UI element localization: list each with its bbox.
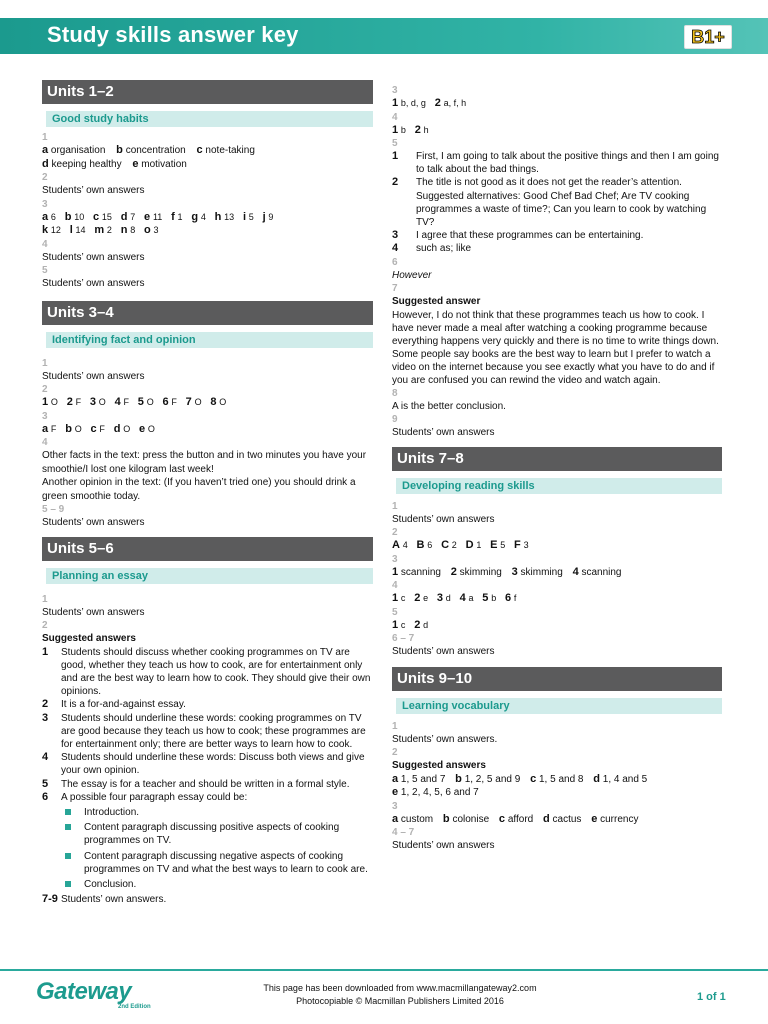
- exercise-number: 4 – 7: [392, 827, 415, 839]
- exercise-number: 6 – 7: [392, 633, 415, 645]
- numbered-item: 3 I agree that these programmes can be entertaining.: [392, 229, 644, 242]
- answer-line: Students’ own answers: [42, 606, 145, 618]
- exercise-number: 1: [42, 357, 48, 369]
- answer-line: d keeping healthy e motivation: [42, 157, 187, 170]
- bullet-item: Content paragraph discussing positive aspects of cooking programmes on TV.: [42, 821, 373, 847]
- answer-line: Students’ own answers: [42, 251, 145, 263]
- answer-pairs: A 4 B 6 C 2 D 1 E 5 F 3: [392, 539, 529, 552]
- exercise-number: 4: [392, 580, 398, 592]
- answer-line: Students’ own answers: [392, 646, 495, 658]
- skill-heading: Good study habits: [46, 111, 373, 127]
- unit-heading: Units 1–2: [42, 80, 373, 104]
- answer-pairs: a custom b colonise c afford d cactus e currency: [392, 812, 639, 825]
- level-badge: B1+: [684, 25, 732, 49]
- answer-line: Students’ own answers: [392, 840, 495, 852]
- unit-heading: Units 9–10: [392, 667, 722, 691]
- answer-line: Students’ own answers: [42, 278, 145, 289]
- bullet-square-icon: [65, 881, 71, 887]
- footer-divider: [0, 969, 768, 971]
- skill-heading: Learning vocabulary: [396, 698, 722, 714]
- answer-line: a organisation b concentration c note-taking: [42, 144, 255, 156]
- right-column: [392, 84, 722, 853]
- exercise-number: 2: [392, 527, 398, 539]
- exercise-number: 5: [42, 265, 48, 276]
- exercise-number: 9: [392, 414, 398, 426]
- exercise-number: 2: [42, 620, 48, 631]
- exercise-number: 2: [392, 747, 398, 759]
- exercise-number: 1: [392, 720, 398, 732]
- skill-heading: Identifying fact and opinion: [46, 332, 373, 348]
- answer-line: Students’ own answers: [42, 185, 145, 196]
- exercise-number: 8: [392, 387, 398, 399]
- answer-pairs: a 6 b 10 c 15 d 7 e 11 f 1 g 4 h 13 i 5 j 9: [42, 210, 274, 223]
- numbered-item: 2 It is a for-and-against essay.: [42, 698, 186, 711]
- numbered-item: 4 such as; like: [392, 242, 472, 255]
- gateway-logo: Gateway: [36, 978, 132, 1005]
- numbered-item: 5 The essay is for a teacher and should be written in a formal style.: [42, 777, 350, 790]
- answer-line: Students’ own answers: [42, 370, 145, 382]
- bullet-item: Conclusion.: [42, 878, 373, 891]
- exercise-number: 5 – 9: [42, 504, 65, 515]
- edition-label: 2nd Edition: [118, 1004, 151, 1010]
- exercise-number: 3: [392, 553, 398, 565]
- exercise-number: 5: [392, 606, 398, 618]
- answer-pairs: 1 O 2 F 3 O 4 F 5 O 6 F 7 O 8 O: [42, 396, 227, 408]
- answer-line: Students’ own answers: [392, 427, 495, 439]
- suggested-label: Suggested answer: [392, 296, 481, 308]
- answer-pairs: 1 b 2 h: [392, 123, 429, 136]
- suggested-label: Suggested answers: [42, 633, 136, 644]
- unit-heading: Units 5–6: [42, 537, 373, 561]
- answer-line: Students’ own answers: [392, 513, 495, 525]
- answer-pairs: a 1, 5 and 7 b 1, 2, 5 and 9 c 1, 5 and 8 d 1, 4 and 5: [392, 772, 648, 785]
- skill-heading: Developing reading skills: [396, 478, 722, 494]
- exercise-number: 4: [42, 238, 48, 250]
- exercise-number: 6: [392, 256, 398, 268]
- exercise-number: 7: [392, 283, 398, 295]
- bullet-square-icon: [65, 824, 71, 830]
- copyright-notice: Photocopiable © Macmillan Publishers Limited 2016: [296, 996, 504, 1006]
- exercise-number: 2: [42, 172, 48, 183]
- exercise-number: 5: [392, 138, 398, 149]
- unit-heading: Units 7–8: [392, 447, 722, 471]
- unit-heading: Units 3–4: [42, 301, 373, 325]
- numbered-item: 3 Students should underline these words: cooking programmes on TV are good because they teach us how to cook; these programmes are for entertainment only; there are better ways to learn how to cook.: [42, 711, 366, 750]
- exercise-number: 2: [42, 384, 48, 395]
- exercise-number: 3: [392, 85, 398, 96]
- numbered-item: 7-9 Students’ own answers.: [42, 893, 167, 906]
- answer-pairs: a F b O c F d O e O: [42, 422, 155, 435]
- answer-pairs: k 12 l 14 m 2 n 8 o 3: [42, 224, 159, 236]
- answer-line: Students’ own answers: [42, 517, 145, 528]
- exercise-number: 4: [392, 111, 398, 123]
- bullet-square-icon: [65, 809, 71, 815]
- answer-pairs: 1 c 2 e 3 d 4 a 5 b 6 f: [392, 592, 517, 605]
- answer-paragraph: Other facts in the text: press the button and in two minutes you have your smoothie/I lost one kilogram last week!: [42, 450, 367, 475]
- exercise-number: 1: [42, 593, 48, 605]
- skill-heading: Planning an essay: [46, 568, 373, 584]
- answer-line: However: [392, 269, 432, 281]
- answer-line: A is the better conclusion.: [392, 400, 506, 412]
- answer-pairs: e 1, 2, 4, 5, 6 and 7: [392, 786, 479, 799]
- bullet-item: Content paragraph discussing negative aspects of cooking programmes on TV and what the best ways to learn to cook are.: [42, 850, 373, 876]
- exercise-number: 1: [392, 500, 398, 512]
- exercise-number: 3: [42, 410, 48, 422]
- left-column: [42, 80, 373, 906]
- exercise-number: 1: [42, 132, 48, 143]
- header-bar: [0, 18, 768, 54]
- suggested-label: Suggested answers: [392, 760, 486, 772]
- bullet-square-icon: [65, 853, 71, 859]
- answer-line: Students’ own answers.: [392, 733, 498, 745]
- answer-pairs: 1 c 2 d: [392, 618, 429, 631]
- answer-pairs: 1 scanning 2 skimming 3 skimming 4 scanning: [392, 565, 622, 578]
- exercise-number: 4: [42, 437, 48, 448]
- exercise-number: 3: [42, 198, 48, 210]
- numbered-item: 4 Students should underline these words: Discuss both views and give your own opinion.: [42, 751, 365, 777]
- numbered-item: 2 The title is not good as it does not get the reader’s attention. Suggested alternatives: Good Chef Bad Chef; Are TV cooking programmes a waste of time?; Can you learn to cook by watching TV?: [392, 176, 707, 229]
- numbered-item: 1 Students should discuss whether cooking programmes on TV are good, whether they teach us how to cook, are for entertainment only and are the best way to learn how to cook. They should give their own opinions.: [42, 645, 371, 698]
- answer-paragraph: However, I do not think that these programmes teach us how to cook. I have never made a meal after watching a cooking programme because everything happens very quickly and there is no time to write things down. Some people say books are the best way to learn but I prefer to watch a video on the internet because you see exactly what you have to do and if you are confused you can rewind the video and watch again.: [392, 309, 719, 386]
- bullet-item: Introduction.: [42, 806, 373, 819]
- page-title: Study skills answer key: [47, 22, 299, 47]
- page-number: 1 of 1: [697, 991, 726, 1003]
- answer-paragraph: Another opinion in the text: (If you haven’t tried one) you should drink a green smoothie today.: [42, 477, 356, 502]
- numbered-item: 1 First, I am going to talk about the positive things and then I am going to talk about the bad things.: [392, 150, 719, 176]
- numbered-item: 6 A possible four paragraph essay could be:: [42, 790, 248, 803]
- download-notice: This page has been downloaded from www.macmillangateway2.com: [263, 983, 537, 993]
- exercise-number: 3: [392, 800, 398, 812]
- answer-pairs: 1 b, d, g 2 a, f, h: [392, 97, 467, 109]
